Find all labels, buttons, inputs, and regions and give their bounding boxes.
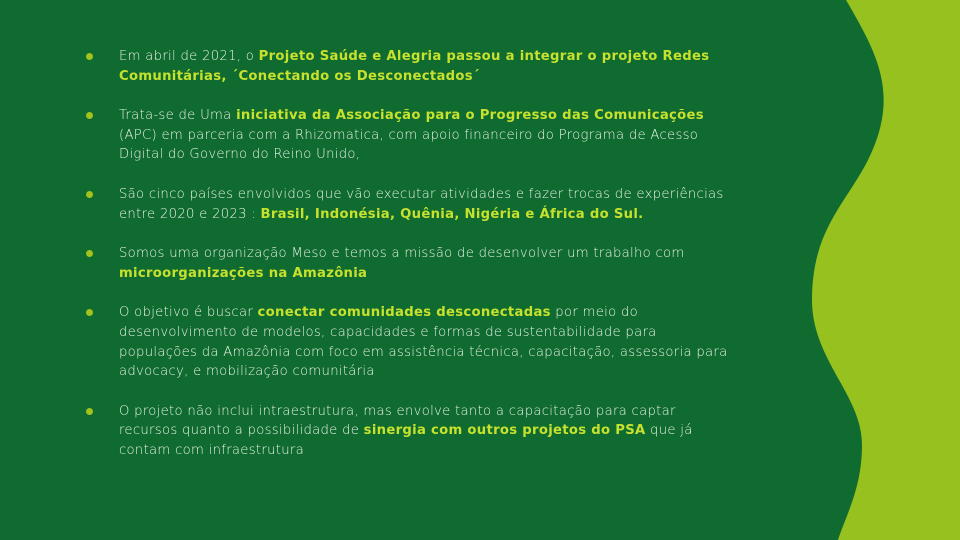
bullet-dot-icon <box>86 408 93 415</box>
bullet-item <box>86 303 736 381</box>
bullet-text: O projeto não inclui intraestrutura, mas envolve tanto a capacitação para captar recursos quanto a possibilidade de sinergia com outros projetos do PSA que já contam com infraestrutura <box>119 403 693 458</box>
bullet-dot-icon <box>86 191 93 198</box>
bullet-item <box>86 47 736 86</box>
bullet-text: Em abril de 2021, o Projeto Saúde e Alegria passou a integrar o projeto Redes Comunitárias, ´Conectando os Desconectados´ <box>119 49 710 84</box>
wave-fill <box>812 0 960 540</box>
bullet-dot-icon <box>86 250 93 257</box>
bullet-dot-icon <box>86 112 93 119</box>
bullet-dot-icon <box>86 53 93 60</box>
bullet-text: Trata-se de Uma iniciativa da Associação para o Progresso das Comunicações (APC) em parceria com a Rhizomatica, com apoio financeiro do Programa de Acesso Digital do Governo do Reino Unido, <box>119 108 704 163</box>
bullet-item <box>86 185 736 224</box>
bullet-text: Somos uma organização Meso e temos a missão de desenvolver um trabalho com microorganizações na Amazônia <box>119 246 685 281</box>
bullet-text: O objetivo é buscar conectar comunidades desconectadas por meio do desenvolvimento de modelos, capacidades e formas de sustentabilidade para populações da Amazônia com foco em assistência técnica, capacitação, assessoria para advocacy, e mobilização comunitária <box>119 305 728 380</box>
bullet-item <box>86 106 736 165</box>
bullet-list <box>86 47 736 461</box>
bullet-item <box>86 244 736 283</box>
bullet-dot-icon <box>86 309 93 316</box>
bullet-text: São cinco países envolvidos que vão executar atividades e fazer trocas de experiências entre 2020 e 2023 : Brasil, Indonésia, Quênia, Nigéria e África do Sul. <box>119 186 724 222</box>
bullet-item <box>86 402 736 461</box>
